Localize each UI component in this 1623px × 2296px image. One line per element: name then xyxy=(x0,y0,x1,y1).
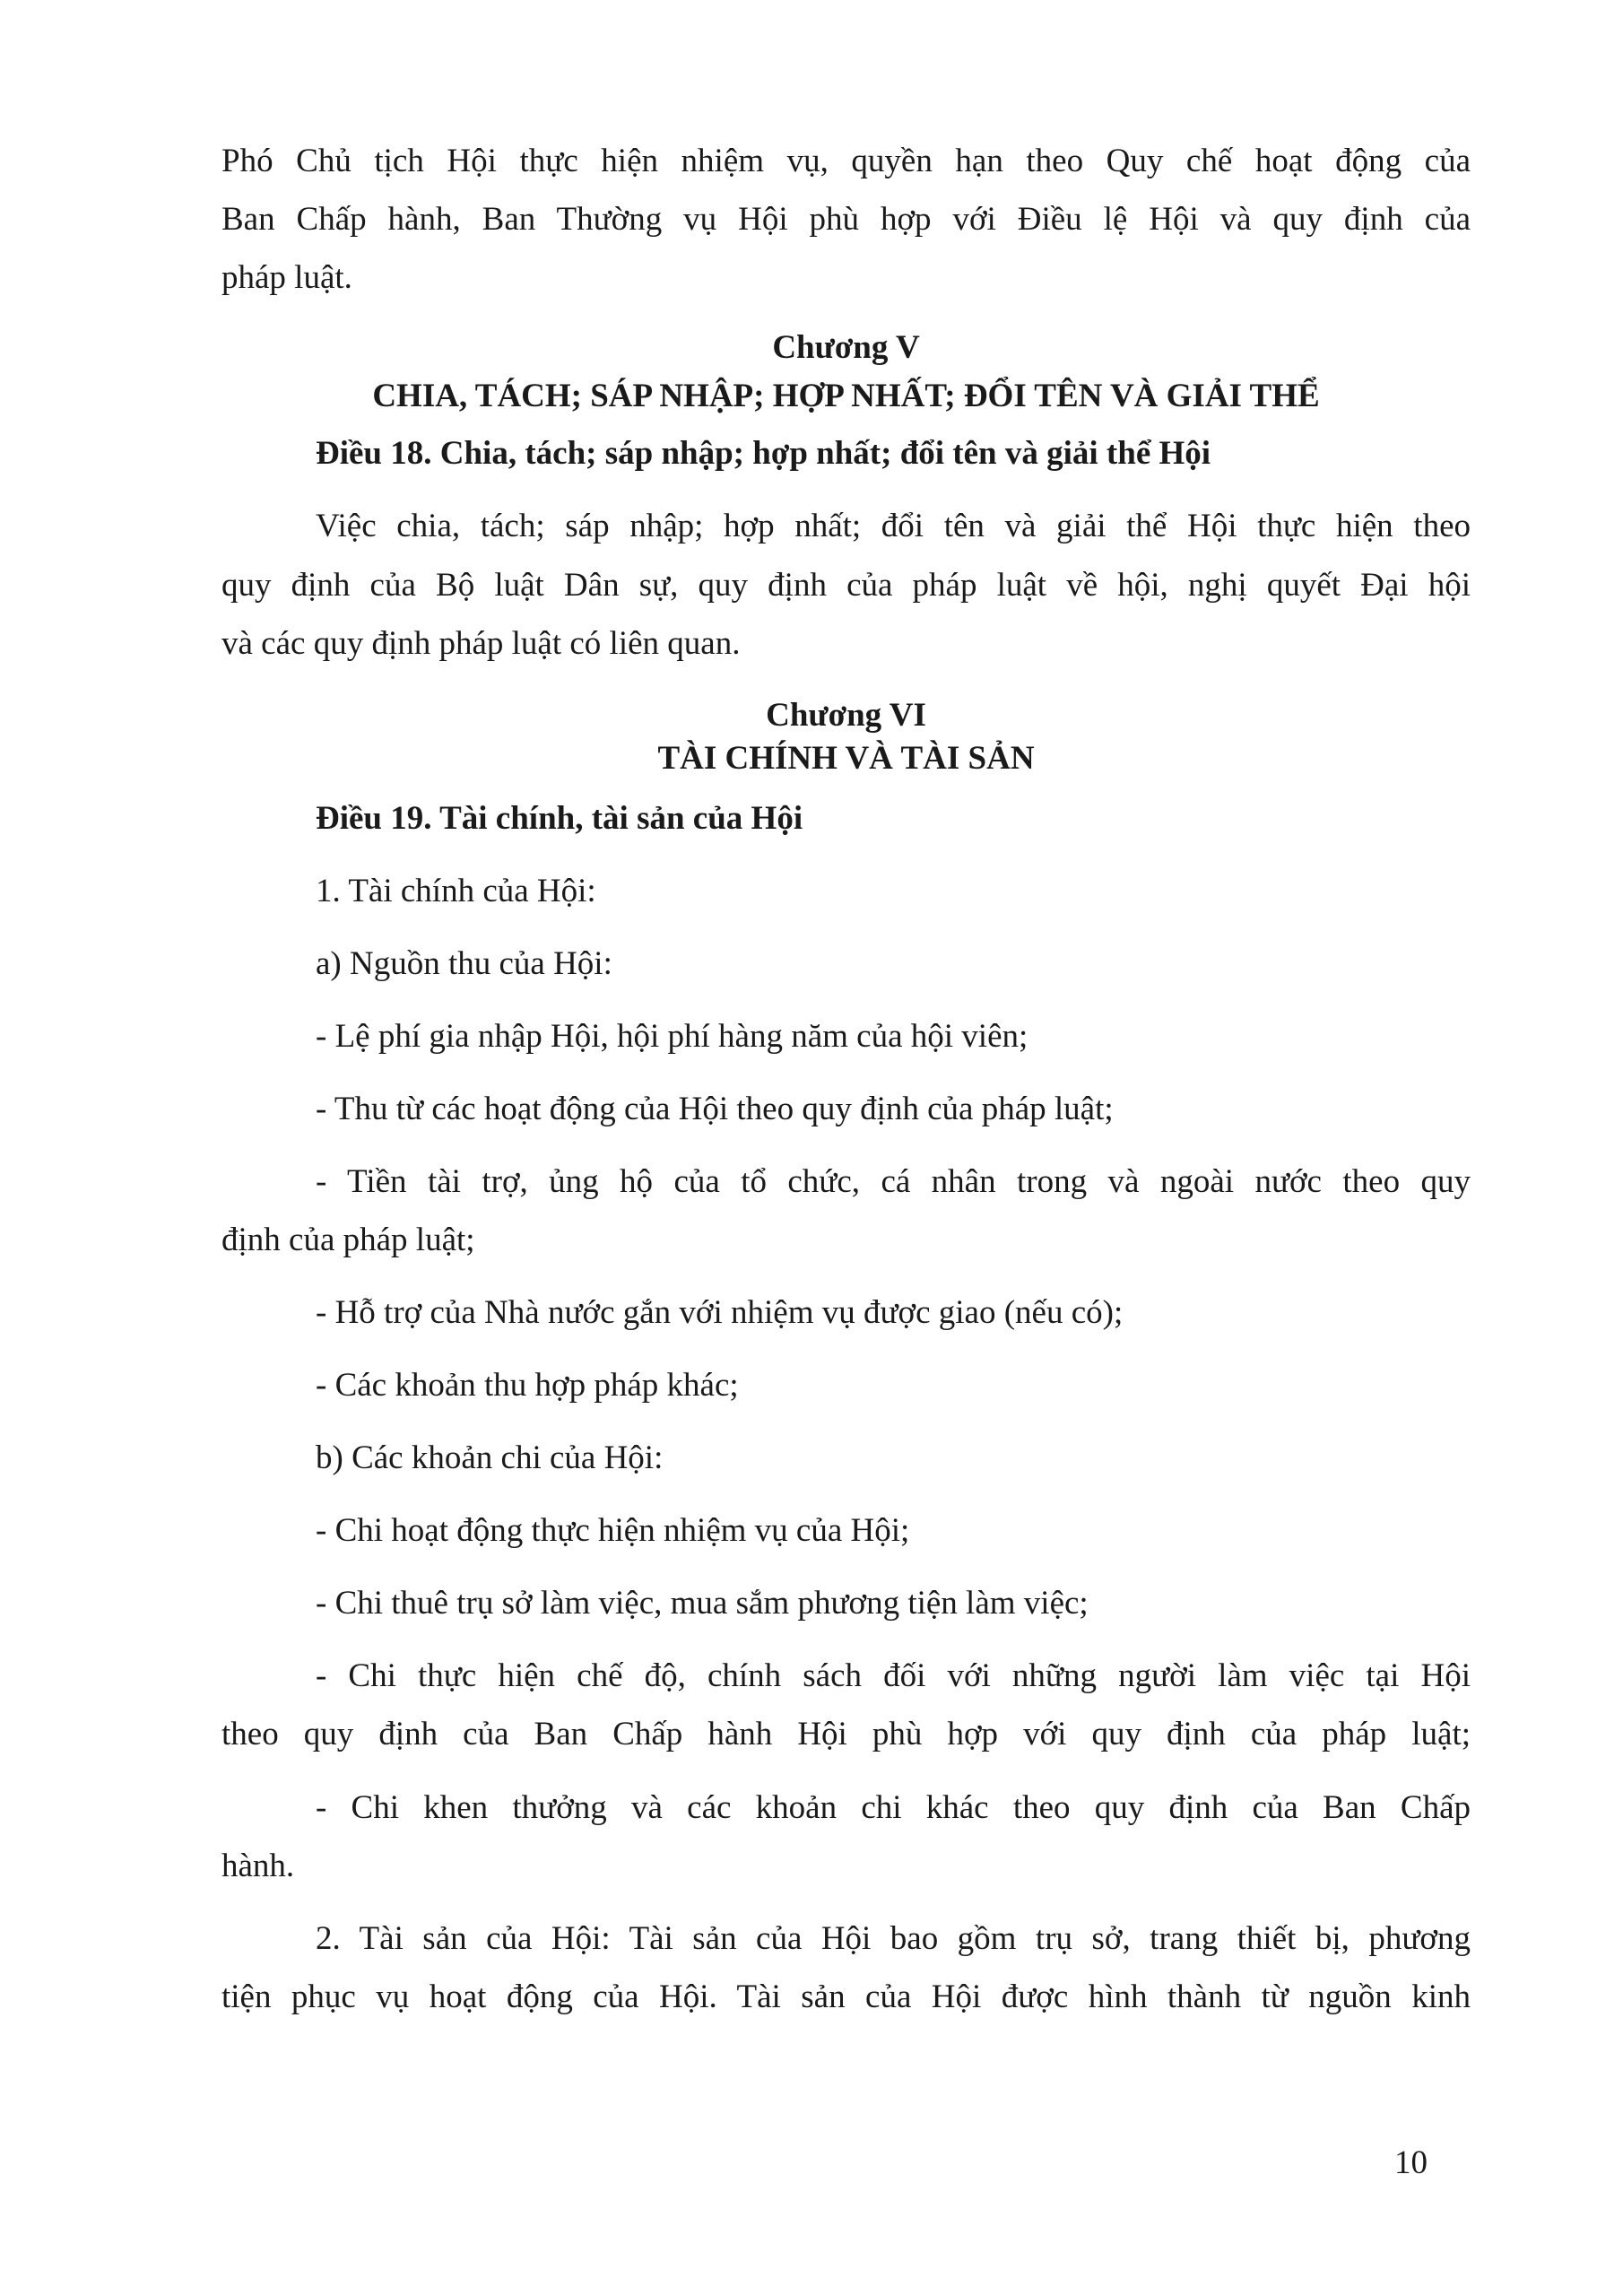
body-line: và các quy định pháp luật có liên quan. xyxy=(221,625,741,662)
body-line: - Chi khen thưởng và các khoản chi khác theo quy định của Ban Chấp xyxy=(316,1789,1471,1826)
body-line: - Chi thực hiện chế độ, chính sách đối với những người làm việc tại Hội xyxy=(316,1657,1471,1694)
chapter-label: Chương VI xyxy=(766,697,926,734)
body-line: - Chi thuê trụ sở làm việc, mua sắm phương tiện làm việc; xyxy=(316,1585,1089,1622)
body-line: Phó Chủ tịch Hội thực hiện nhiệm vụ, quyền hạn theo Quy chế hoạt động của xyxy=(221,143,1471,179)
body-line: theo quy định của Ban Chấp hành Hội phù hợp với quy định của pháp luật; xyxy=(221,1716,1471,1752)
body-line: - Thu từ các hoạt động của Hội theo quy định của pháp luật; xyxy=(316,1091,1114,1127)
body-line: - Lệ phí gia nhập Hội, hội phí hàng năm của hội viên; xyxy=(316,1018,1028,1055)
body-line: b) Các khoản chi của Hội: xyxy=(316,1439,664,1476)
body-line: hành. xyxy=(221,1848,295,1884)
chapter-label: Chương V xyxy=(772,329,920,366)
body-line: định của pháp luật; xyxy=(221,1222,475,1258)
chapter-title: TÀI CHÍNH VÀ TÀI SẢN xyxy=(657,740,1035,777)
body-line: - Các khoản thu hợp pháp khác; xyxy=(316,1367,739,1404)
body-line: Ban Chấp hành, Ban Thường vụ Hội phù hợp với Điều lệ Hội và quy định của xyxy=(221,201,1471,238)
chapter-title: CHIA, TÁCH; SÁP NHẬP; HỢP NHẤT; ĐỔI TÊN VÀ GIẢI THỂ xyxy=(372,378,1320,414)
body-line: - Hỗ trợ của Nhà nước gắn với nhiệm vụ được giao (nếu có); xyxy=(316,1294,1124,1331)
article-heading: Điều 19. Tài chính, tài sản của Hội xyxy=(316,800,803,837)
body-line: 2. Tài sản của Hội: Tài sản của Hội bao gồm trụ sở, trang thiết bị, phương xyxy=(316,1920,1471,1957)
body-line: - Tiền tài trợ, ủng hộ của tổ chức, cá nhân trong và ngoài nước theo quy xyxy=(316,1163,1471,1200)
body-line: quy định của Bộ luật Dân sự, quy định của pháp luật về hội, nghị quyết Đại hội xyxy=(221,567,1471,604)
body-line: 1. Tài chính của Hội: xyxy=(316,873,596,909)
body-line: a) Nguồn thu của Hội: xyxy=(316,945,612,982)
body-line: - Chi hoạt động thực hiện nhiệm vụ của Hội; xyxy=(316,1512,910,1549)
article-heading: Điều 18. Chia, tách; sáp nhập; hợp nhất; đổi tên và giải thể Hội xyxy=(316,435,1211,472)
body-line: Việc chia, tách; sáp nhập; hợp nhất; đổi tên và giải thể Hội thực hiện theo xyxy=(316,508,1471,544)
page-number: 10 xyxy=(1394,2144,1428,2181)
body-line: pháp luật. xyxy=(221,259,352,296)
body-line: tiện phục vụ hoạt động của Hội. Tài sản của Hội được hình thành từ nguồn kinh xyxy=(221,1979,1471,2015)
